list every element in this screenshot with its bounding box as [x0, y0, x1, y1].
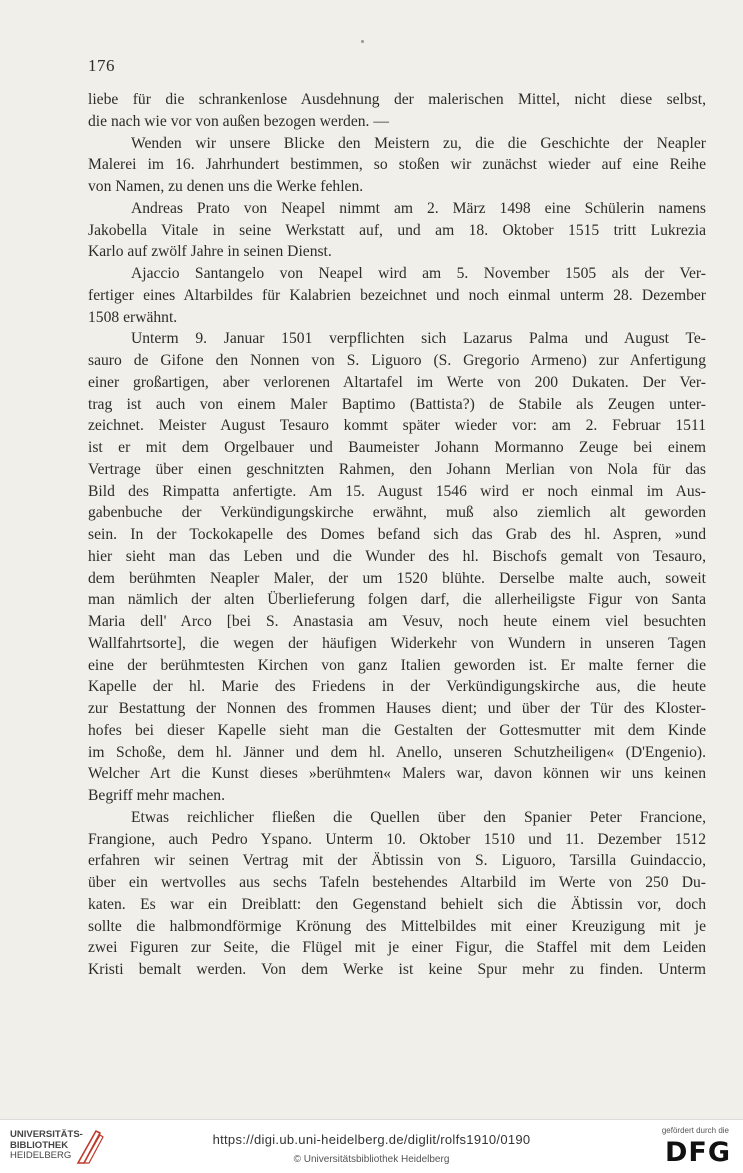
text-line: Ajaccio Santangelo von Neapel wird am 5. November 1505 als der Ver-	[131, 265, 706, 282]
library-name-line: UNIVERSITÄTS-	[10, 1129, 83, 1140]
text-line: Unterm 9. Januar 1501 verpflichten sich Lazarus Palma und August Te-	[131, 330, 706, 348]
text-line: Wallfahrtsorte], die wegen der häufigen Widerkehr von Wundern in unseren Tagen	[88, 634, 706, 652]
text-line: Frangione, auch Pedro Yspano. Unterm 10. Oktober 1510 und 11. Dezember 1512	[88, 830, 706, 848]
text-line: hofes bei dieser Kapelle sieht man die Gestalten der Gottesmutter mit dem Kinde	[88, 721, 706, 739]
text-line: Karlo auf zwölf Jahre in seinen Dienst.	[88, 243, 332, 261]
text-line: liebe für die schrankenlose Ausdehnung der malerischen Mittel, nicht diese selbst,	[88, 91, 706, 108]
text-line: Bild des Rimpatta anfertigte. Am 15. August 1546 wird er noch einmal im Aus-	[88, 482, 706, 500]
copyright-notice: © Universitätsbibliothek Heidelberg	[293, 1154, 450, 1165]
text-line: erfahren wir seinen Vertrag mit der Äbtissin von S. Liguoro, Tarsilla Guindaccio,	[88, 852, 706, 870]
text-line: zeichnet. Meister August Tesauro kommt später wieder vor: am 2. Februar 1511	[88, 417, 706, 435]
text-line: Welcher Art die Kunst dieses »berühmten« Malers war, davon können wir uns keinen	[88, 765, 706, 783]
library-name-line: HEIDELBERG	[10, 1150, 72, 1161]
text-line: sauro de Gifone den Nonnen von S. Liguoro (S. Gregorio Armeno) zur Anfertigung	[88, 352, 706, 369]
dfg-logo: DFG	[664, 1137, 731, 1168]
text-line: trag ist auch von einem Maler Baptimo (Battista?) de Stabile als Zeugen unter-	[88, 395, 706, 413]
permalink-url[interactable]: https://digi.ub.uni-heidelberg.de/diglit/rolfs1910/0190	[212, 1132, 531, 1147]
text-line: katen. Es war ein Dreiblatt: den Gegenstand behielt sich die Äbtissin vor, doch	[88, 895, 706, 913]
text-line: über ein wertvolles aus sechs Tafeln bestehendes Altarbild im Werte von 250 Du-	[88, 874, 706, 891]
text-line: Vertrage über einen geschnitzten Rahmen, den Johann Merlian von Nola für das	[88, 460, 706, 478]
text-line: einer großartigen, aber verlorenen Altartafel im Werte von 200 Dukaten. Der Ver-	[88, 373, 706, 391]
text-line: sollte die halbmondförmige Krönung des Mittelbildes mit einer Kreuzigung mit je	[88, 917, 706, 935]
text-line: im Schoße, dem hl. Jänner und dem hl. Anello, unseren Schutzheiligen« (D'Engenio).	[88, 743, 706, 761]
text-line: 1508 erwähnt.	[88, 308, 178, 326]
page-number: 176	[88, 56, 115, 75]
text-line: hier sieht man das Leben und die Wunder des hl. Bischofs gemalt von Tesauro,	[88, 547, 706, 565]
scan-speck	[361, 40, 364, 43]
text-line: zur Bestattung der Nonnen des frommen Hauses dient; und über der Tür des Kloster-	[88, 700, 706, 717]
text-line: dem berühmten Neapler Maler, der um 1520 blühte. Derselbe malte auch, soweit	[88, 569, 706, 587]
text-line: eine der berühmtesten Kirchen von ganz Italien geworden ist. Er malte ferner die	[88, 656, 706, 674]
text-line: gabenbuche der Verkündigungskirche erwähnt, muß also ziemlich alt geworden	[88, 504, 706, 522]
text-line: Malerei im 16. Jahrhundert bestimmen, so stoßen wir zunächst wieder auf eine Reihe	[88, 156, 706, 174]
text-line: zwei Figuren zur Seite, die Flügel mit je einer Figur, die Staffel mit dem Leiden	[88, 939, 706, 957]
funding-label: gefördert durch die	[661, 1126, 729, 1135]
text-line: Etwas reichlicher fließen die Quellen über den Spanier Peter Francione,	[131, 808, 706, 826]
footer-bar	[0, 1119, 743, 1173]
text-line: Jakobella Vitale in seine Werkstatt auf, und am 18. Oktober 1515 tritt Lukrezia	[88, 221, 706, 239]
text-line: fertiger eines Altarbildes für Kalabrien bezeichnet und noch einmal unterm 28. Dezember	[88, 286, 706, 304]
text-line: Kapelle der hl. Marie des Friedens in der Verkündigungskirche aus, die heute	[88, 678, 706, 696]
text-line: Begriff mehr machen.	[88, 787, 225, 804]
library-name-line: BIBLIOTHEK	[10, 1139, 69, 1151]
text-line: ist er mit dem Orgelbauer und Baumeister Johann Mormanno Zeuge bei einem	[88, 439, 706, 456]
text-line: Maria dell' Arco [bei S. Anastasia am Vesuv, noch heute einem viel besuchten	[88, 613, 706, 630]
text-line: sein. In der Tockokapelle des Domes befand sich das Grab des hl. Aspren, »und	[88, 526, 706, 543]
text-line: die nach wie vor von außen bezogen werden. —	[88, 112, 389, 130]
body-text	[88, 89, 706, 981]
text-line: Andreas Prato von Neapel nimmt am 2. März 1498 eine Schülerin namens	[131, 199, 706, 217]
text-line: man nämlich der alten Überlieferung folgen darf, die allerheiligste Figur von Santa	[88, 591, 706, 609]
text-line: Wenden wir unsere Blicke den Meistern zu, die die Geschichte der Neapler	[131, 134, 706, 152]
text-line: Kristi bemalt werden. Von dem Werke ist keine Spur mehr zu finden. Unterm	[88, 961, 706, 978]
text-line: von Namen, zu denen uns die Werke fehlen.	[88, 178, 364, 195]
